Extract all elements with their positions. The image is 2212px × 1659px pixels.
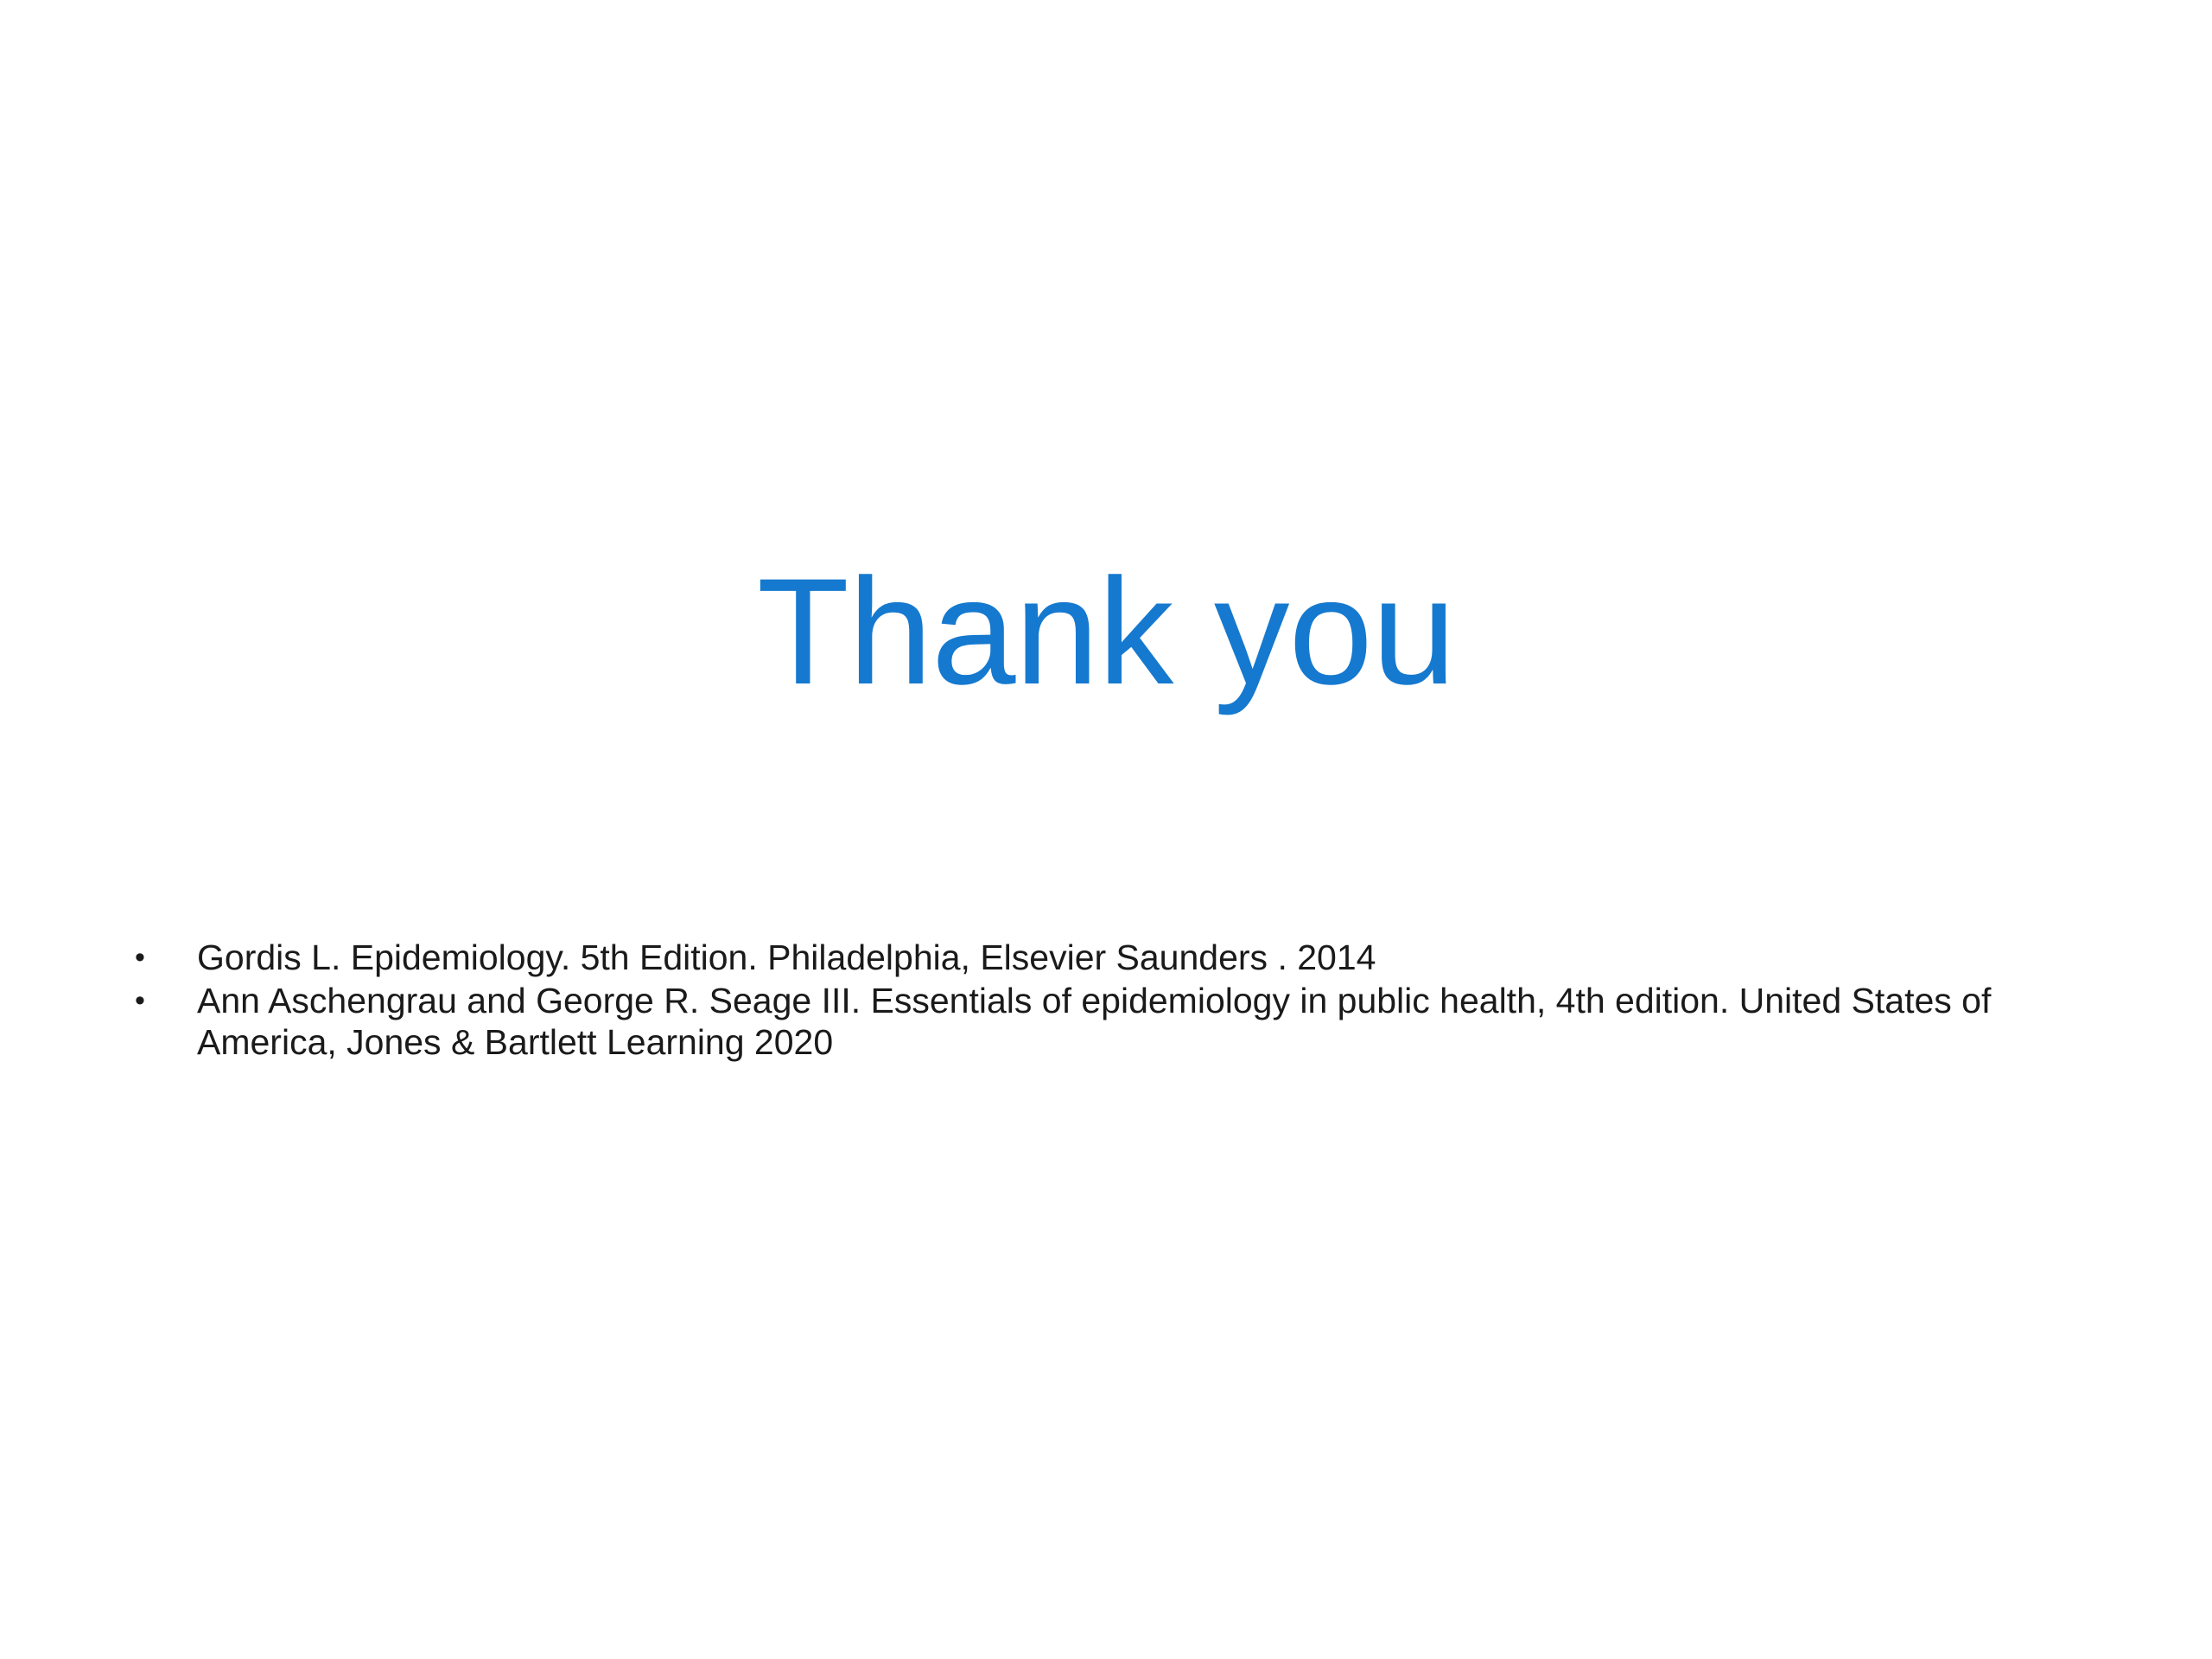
- reference-text: Gordis L. Epidemiology. 5th Edition. Philadelphia, Elsevier Saunders . 2014: [197, 938, 1376, 977]
- reference-text: Ann Aschengrau and George R. Seage III. Essentials of epidemiology in public health, 4th edition. United States of America, Jones & Bartlett Learning 2020: [197, 980, 1992, 1062]
- list-item: [121, 981, 2100, 1064]
- bullet-icon: •: [135, 941, 145, 974]
- references-list: [121, 938, 2100, 1065]
- list-item: [121, 938, 2100, 979]
- page-title: Thank you: [756, 548, 1456, 716]
- bullet-icon: •: [135, 983, 145, 1017]
